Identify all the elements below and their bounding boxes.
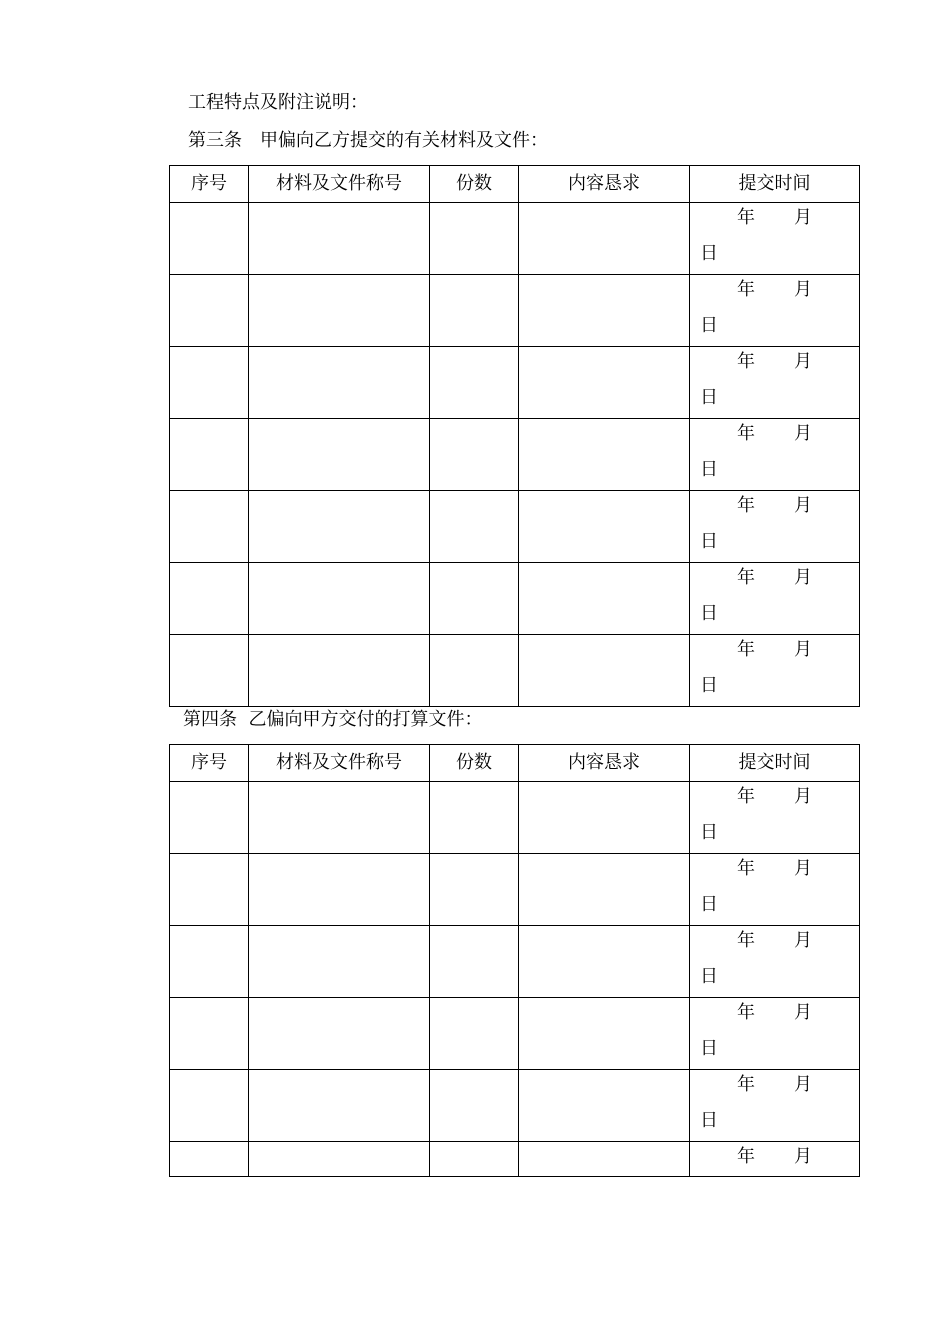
cell-content[interactable] (519, 854, 690, 926)
table-row (170, 1142, 860, 1177)
cell-date[interactable] (690, 998, 860, 1070)
table-row (170, 203, 860, 275)
date-month-label: 月 (794, 207, 812, 228)
cell-content[interactable] (519, 782, 690, 854)
date-day-label: 日 (700, 243, 718, 264)
section3-table (169, 165, 860, 707)
cell-copies[interactable] (430, 926, 519, 998)
cell-index[interactable] (170, 635, 249, 707)
header-index: 序号 (170, 166, 249, 203)
cell-material-name[interactable] (249, 854, 430, 926)
header-material-name: 材料及文件称号 (249, 745, 430, 782)
table-row (170, 419, 860, 491)
header-material-name: 材料及文件称号 (249, 166, 430, 203)
date-day-label: 日 (700, 675, 718, 696)
cell-date[interactable] (690, 1070, 860, 1142)
cell-index[interactable] (170, 782, 249, 854)
cell-copies[interactable] (430, 1070, 519, 1142)
cell-copies[interactable] (430, 275, 519, 347)
table-row (170, 275, 860, 347)
date-day-label: 日 (700, 603, 718, 624)
table-row (170, 782, 860, 854)
cell-copies[interactable] (430, 782, 519, 854)
header-copies: 份数 (430, 745, 519, 782)
cell-content[interactable] (519, 635, 690, 707)
cell-copies[interactable] (430, 203, 519, 275)
cell-date[interactable] (690, 347, 860, 419)
cell-content[interactable] (519, 419, 690, 491)
cell-material-name[interactable] (249, 998, 430, 1070)
date-year-label: 年 (737, 1146, 755, 1167)
cell-date[interactable] (690, 635, 860, 707)
cell-index[interactable] (170, 419, 249, 491)
cell-content[interactable] (519, 998, 690, 1070)
cell-date[interactable] (690, 203, 860, 275)
date-month-label: 月 (794, 858, 812, 879)
cell-date[interactable] (690, 563, 860, 635)
date-year-label: 年 (737, 639, 755, 660)
table-row (170, 926, 860, 998)
date-day-label: 日 (700, 1110, 718, 1131)
date-year-label: 年 (737, 1074, 755, 1095)
date-month-label: 月 (794, 1074, 812, 1095)
cell-material-name[interactable] (249, 347, 430, 419)
cell-copies[interactable] (430, 347, 519, 419)
table-row (170, 563, 860, 635)
table-row (170, 347, 860, 419)
cell-date[interactable] (690, 854, 860, 926)
cell-material-name[interactable] (249, 419, 430, 491)
cell-content[interactable] (519, 1070, 690, 1142)
cell-copies[interactable] (430, 563, 519, 635)
date-day-label: 日 (700, 1038, 718, 1059)
header-submit-time: 提交时间 (690, 745, 860, 782)
cell-copies[interactable] (430, 491, 519, 563)
cell-date[interactable] (690, 1142, 860, 1177)
date-month-label: 月 (794, 351, 812, 372)
section4-table (169, 744, 860, 1177)
cell-index[interactable] (170, 563, 249, 635)
header-content-requirement: 内容恳求 (519, 745, 690, 782)
date-year-label: 年 (737, 1002, 755, 1023)
date-month-label: 月 (794, 1146, 812, 1167)
cell-date[interactable] (690, 782, 860, 854)
cell-material-name[interactable] (249, 203, 430, 275)
date-day-label: 日 (700, 966, 718, 987)
date-day-label: 日 (700, 894, 718, 915)
cell-content[interactable] (519, 203, 690, 275)
cell-index[interactable] (170, 1070, 249, 1142)
cell-date[interactable] (690, 419, 860, 491)
table-row (170, 491, 860, 563)
cell-copies[interactable] (430, 998, 519, 1070)
date-day-label: 日 (700, 822, 718, 843)
cell-copies[interactable] (430, 854, 519, 926)
cell-content[interactable] (519, 926, 690, 998)
header-copies: 份数 (430, 166, 519, 203)
cell-material-name[interactable] (249, 1142, 430, 1177)
table-row (170, 1070, 860, 1142)
cell-index[interactable] (170, 926, 249, 998)
cell-index[interactable] (170, 275, 249, 347)
cell-material-name[interactable] (249, 926, 430, 998)
date-year-label: 年 (737, 567, 755, 588)
date-month-label: 月 (794, 930, 812, 951)
date-year-label: 年 (737, 786, 755, 807)
table-row (170, 854, 860, 926)
cell-content[interactable] (519, 347, 690, 419)
date-year-label: 年 (737, 858, 755, 879)
table-header-row (170, 745, 860, 782)
cell-index[interactable] (170, 203, 249, 275)
table-header-row (170, 166, 860, 203)
date-day-label: 日 (700, 387, 718, 408)
date-year-label: 年 (737, 930, 755, 951)
cell-material-name[interactable] (249, 275, 430, 347)
date-month-label: 月 (794, 423, 812, 444)
cell-material-name[interactable] (249, 491, 430, 563)
date-month-label: 月 (794, 1002, 812, 1023)
cell-date[interactable] (690, 926, 860, 998)
date-month-label: 月 (794, 495, 812, 516)
header-index: 序号 (170, 745, 249, 782)
date-month-label: 月 (794, 567, 812, 588)
header-submit-time: 提交时间 (690, 166, 860, 203)
cell-copies[interactable] (430, 419, 519, 491)
cell-date[interactable] (690, 491, 860, 563)
date-year-label: 年 (737, 423, 755, 444)
cell-content[interactable] (519, 491, 690, 563)
intro-text: 工程特点及附注说明： (188, 92, 368, 113)
cell-content[interactable] (519, 275, 690, 347)
cell-index[interactable] (170, 998, 249, 1070)
table-row (170, 998, 860, 1070)
date-day-label: 日 (700, 459, 718, 480)
date-day-label: 日 (700, 531, 718, 552)
date-year-label: 年 (737, 279, 755, 300)
date-month-label: 月 (794, 279, 812, 300)
cell-content[interactable] (519, 1142, 690, 1177)
section3-title: 第三条 甲偏向乙方提交的有关材料及文件： (188, 130, 548, 151)
cell-content[interactable] (519, 563, 690, 635)
table-row (170, 635, 860, 707)
cell-material-name[interactable] (249, 782, 430, 854)
date-month-label: 月 (794, 786, 812, 807)
cell-copies[interactable] (430, 635, 519, 707)
date-month-label: 月 (794, 639, 812, 660)
cell-index[interactable] (170, 854, 249, 926)
date-year-label: 年 (737, 495, 755, 516)
date-year-label: 年 (737, 351, 755, 372)
cell-material-name[interactable] (249, 563, 430, 635)
section4-title: 第四条 乙偏向甲方交付的打算文件： (183, 709, 483, 730)
header-content-requirement: 内容恳求 (519, 166, 690, 203)
cell-index[interactable] (170, 491, 249, 563)
cell-copies[interactable] (430, 1142, 519, 1177)
cell-index[interactable] (170, 347, 249, 419)
cell-material-name[interactable] (249, 1070, 430, 1142)
cell-material-name[interactable] (249, 635, 430, 707)
date-day-label: 日 (700, 315, 718, 336)
cell-index[interactable] (170, 1142, 249, 1177)
date-year-label: 年 (737, 207, 755, 228)
cell-date[interactable] (690, 275, 860, 347)
